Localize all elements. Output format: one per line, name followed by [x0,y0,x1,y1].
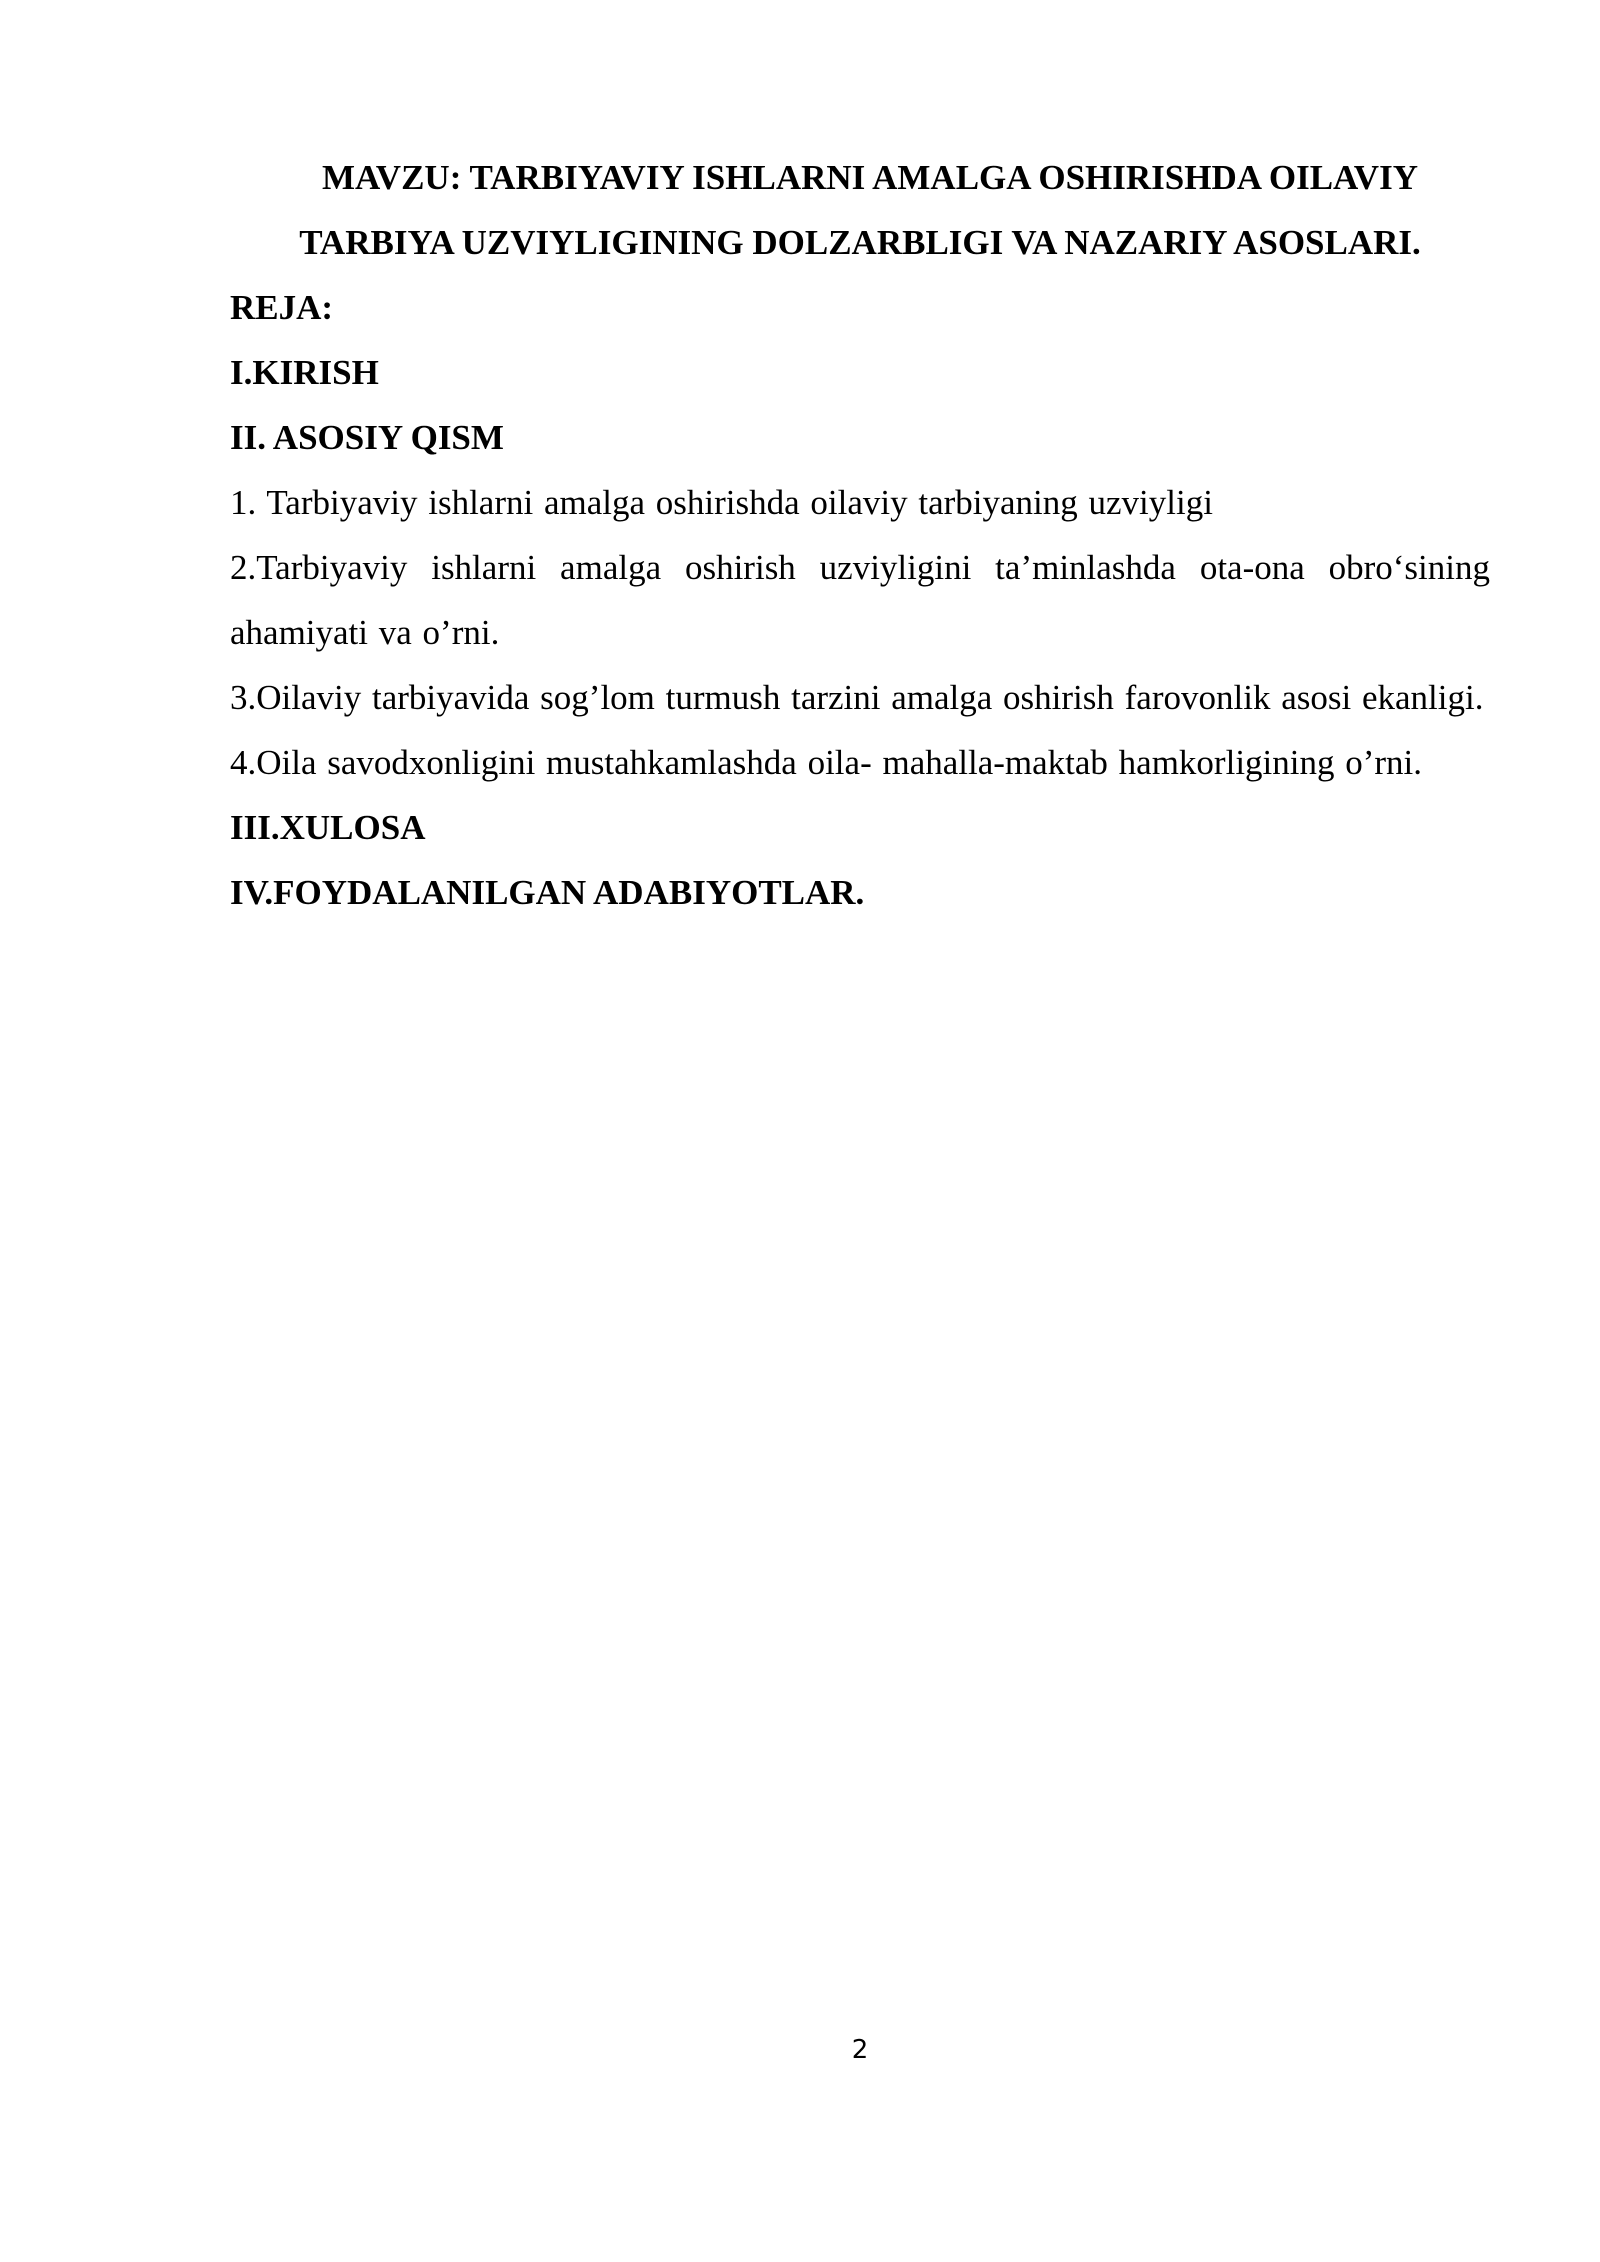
section-conclusion: III.XULOSA [230,808,426,847]
plan-item-1: 1. Tarbiyaviy ishlarni amalga oshirishda oilaviy tarbiyaning uzviyligi [230,483,1213,522]
plan-item-2: 2.Tarbiyaviy ishlarni amalga oshirish uzviyligini ta’minlashda ota-ona obro‘sining ahamiyati va o’rni. [230,548,1490,652]
section-main-part: II. ASOSIY QISM [230,418,504,457]
page-number: 2 [851,2035,869,2065]
section-references: IV.FOYDALANILGAN ADABIYOTLAR. [230,873,865,912]
section-intro: I.KIRISH [230,353,379,392]
plan-item-4: 4.Oila savodxonligini mustahkamlashda oila- mahalla-maktab hamkorligining o’rni. [230,743,1423,782]
page-content [230,145,1490,925]
title-line-2: TARBIYA UZVIYLIGINING DOLZARBLIGI VA NAZARIY ASOSLARI. [299,223,1421,262]
title-line-1: MAVZU: TARBIYAVIY ISHLARNI AMALGA OSHIRISHDA OILAVIY [322,158,1418,197]
plan-heading: REJA: [230,288,334,327]
plan-item-3: 3.Oilaviy tarbiyavida sog’lom turmush tarzini amalga oshirish farovonlik asosi ekanligi. [230,678,1484,717]
